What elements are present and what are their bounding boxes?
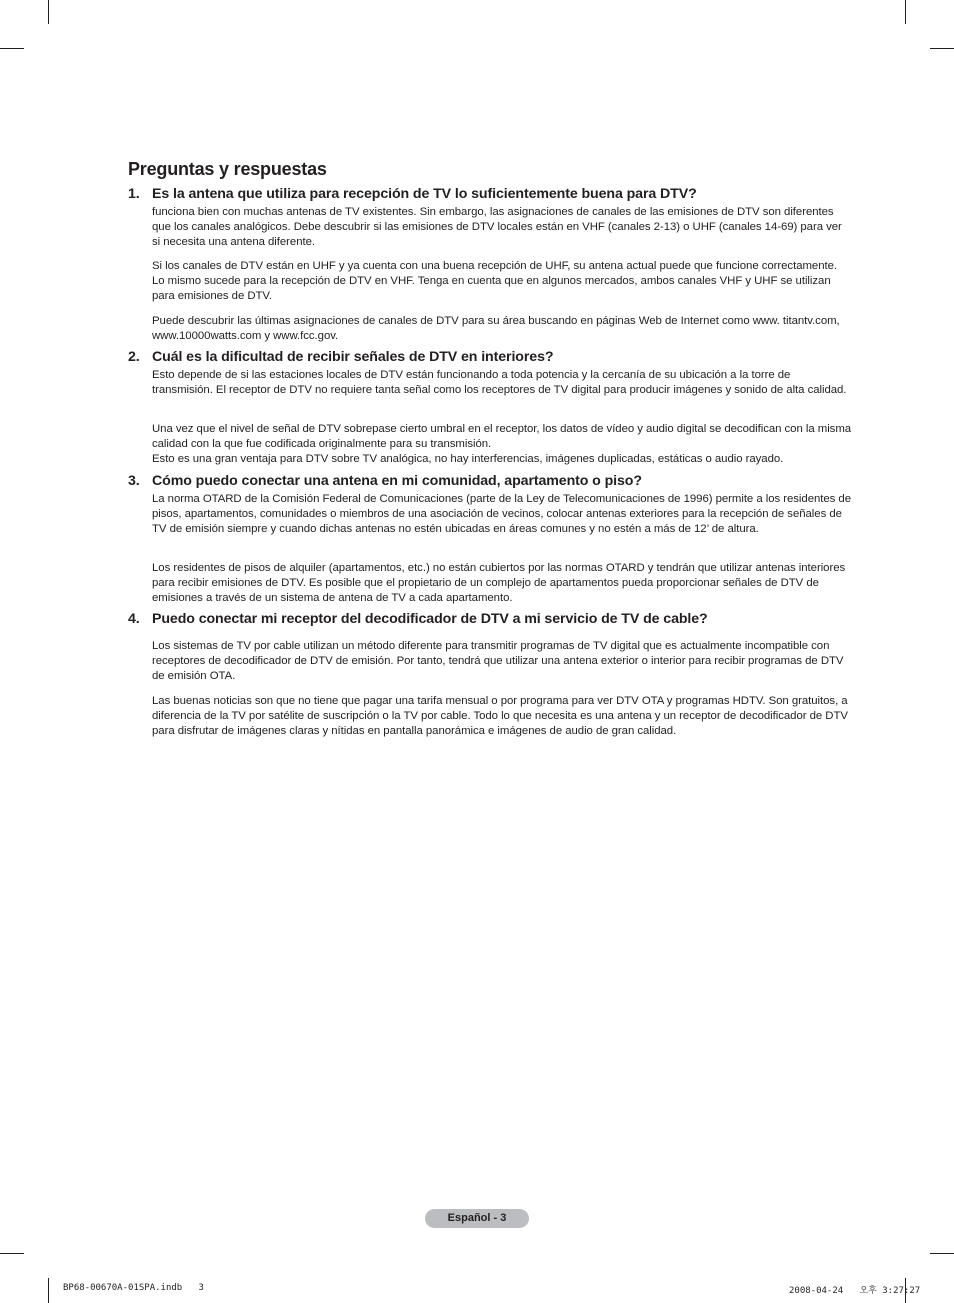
crop-mark (905, 0, 906, 24)
question-heading (128, 473, 642, 489)
answer-paragraph: La norma OTARD de la Comisión Federal de Comunicaciones (parte de la Ley de Telecomunicaciones de 1996) permite a los residentes de pisos, apartamentos, comunidades o miembros de una asociación de vecinos, colocar antenas exteriores para la recepción de señales de TV de emisión siempre y cuando dichas antenas no estén ubicadas en áreas comunes y no estén a más de 12’ de altura. (152, 493, 851, 535)
answer-paragraph: funciona bien con muchas antenas de TV existentes. Sin embargo, las asignaciones de canales de las emisiones de DTV son diferentes que los canales analógicos. Debe descubrir si las emisiones de DTV locales están en VHF (canales 2-13) o UHF (canales 14-69) para ver si necesita una antena diferente. (152, 206, 842, 248)
question-number: 4. (128, 611, 140, 627)
question-heading (128, 186, 697, 202)
crop-mark (0, 48, 24, 49)
crop-mark (48, 1278, 49, 1303)
crop-mark (930, 48, 954, 49)
crop-mark (930, 1253, 954, 1254)
question-number: 1. (128, 186, 140, 202)
question-number: 2. (128, 349, 140, 365)
crop-mark (48, 0, 49, 24)
question-text: Es la antena que utiliza para recepción de TV lo suficientemente buena para DTV? (152, 186, 697, 202)
answer-paragraph: Los residentes de pisos de alquiler (apartamentos, etc.) no están cubiertos por las normas OTARD y tendrán que utilizar antenas interiores para recibir emisiones de DTV. Es posible que el propietario de un complejo de apartamentos pueda proporcionar señales de DTV de emisiones a través de un sistema de antena de TV a cada apartamento. (152, 562, 846, 604)
question-heading (128, 349, 553, 365)
page-title: Preguntas y respuestas (128, 159, 327, 179)
answer-paragraph: Esto depende de si las estaciones locales de DTV están funcionando a toda potencia y la cercanía de su ubicación a la torre de transmisión. El receptor de DTV no requiere tanta señal como los receptores de TV digital para producir imágenes y sonido de alta calidad. (152, 369, 847, 396)
file-slug: BP68-00670A-01SPA.indb 3 (63, 1283, 204, 1293)
print-timestamp: 2008-04-24 오후 3:27:27 (789, 1286, 921, 1296)
question-text: Cómo puedo conectar una antena en mi comunidad, apartamento o piso? (152, 473, 642, 489)
crop-mark (0, 1253, 24, 1254)
question-text: Puedo conectar mi receptor del decodificador de DTV a mi servicio de TV de cable? (152, 611, 708, 627)
page-number-badge: Español - 3 (425, 1209, 529, 1228)
answer-paragraph: Los sistemas de TV por cable utilizan un método diferente para transmitir programas de TV digital que es actualmente incompatible con receptores de decodificador de DTV de emisión. Por tanto, tendrá que utilizar una antena exterior o interior para recibir programas de DTV de emisión OTA. (152, 640, 844, 682)
answer-paragraph: Las buenas noticias son que no tiene que pagar una tarifa mensual o por programa para ver DTV OTA y programas HDTV. Son gratuitos, a diferencia de la TV por satélite de suscripción o la TV por cable. Todo lo que necesita es una antena y un receptor de decodificador de DTV para disfrutar de imágenes claras y nítidas en pantalla panorámica e imágenes de audio de gran calidad. (152, 695, 848, 737)
question-heading (128, 611, 708, 627)
answer-paragraph: Si los canales de DTV están en UHF y ya cuenta con una buena recepción de UHF, su antena actual puede que funcione correctamente. Lo mismo sucede para la recepción de DTV en VHF. Tenga en cuenta que en algunos mercados, ambos canales VHF y UHF se utilizan para emisiones de DTV. (152, 260, 838, 302)
answer-paragraph: Esto es una gran ventaja para DTV sobre TV analógica, no hay interferencias, imágenes duplicadas, estáticas o audio rayado. (152, 453, 784, 465)
question-text: Cuál es la dificultad de recibir señales de DTV en interiores? (152, 349, 554, 365)
answer-paragraph: Puede descubrir las últimas asignaciones de canales de DTV para su área buscando en páginas Web de Internet como www. titantv.com, www.10000watts.com y www.fcc.gov. (152, 315, 840, 342)
question-number: 3. (128, 473, 140, 489)
answer-paragraph: Una vez que el nivel de señal de DTV sobrepase cierto umbral en el receptor, los datos de vídeo y audio digital se decodifican con la misma calidad con la que fue codificada originalmente para su transmisión. (152, 423, 852, 450)
